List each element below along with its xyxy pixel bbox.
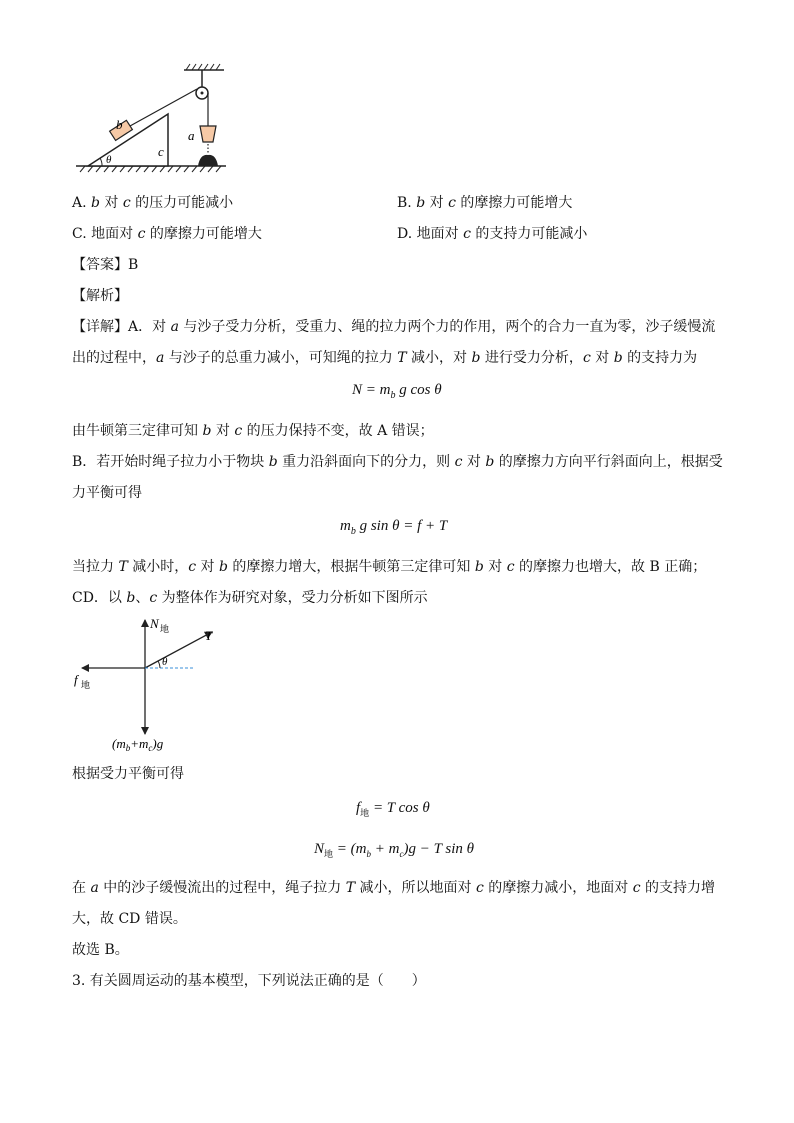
incline-pulley-figure: [72, 62, 232, 180]
equation-3: $f_地 = T$ cos θ: [356, 800, 430, 818]
force-diagram: [72, 614, 232, 756]
detail-line-8: 根据受力平衡可得: [72, 766, 184, 782]
detail-line-6: 当拉力 T 减小时，c 对 b 的摩擦力增大，根据牛顿第三定律可知 b 对 c 的摩擦力也增大，故 B 正确；: [72, 559, 707, 575]
detail-line-3: 由牛顿第三定律可知 b 对 c 的压力保持不变，故 A 错误；: [72, 423, 434, 439]
theta-label: θ: [162, 656, 168, 668]
label-c: c: [158, 144, 164, 159]
svg-text:(m_b+m_c)g: (m_b+m_c)g: [72, 614, 78, 615]
tension-arrow: [145, 632, 212, 668]
analysis-label: 【解析】: [72, 288, 128, 304]
option-b: B. b 对 c 的摩擦力可能增大: [397, 195, 573, 211]
answer-line: 【答案】B: [72, 257, 139, 273]
theta-label: θ: [106, 154, 112, 166]
t-label: T: [205, 628, 213, 643]
equation-1: $N = m_b$ g cos θ: [352, 382, 442, 401]
detail-line-2: 出的过程中，a 与沙子的总重力减小，可知绳的拉力 T 减小，对 b 进行受力分析，c 对 b 的支持力为: [72, 350, 698, 366]
f-label: f: [74, 672, 78, 687]
detail-line-5: 力平衡可得: [72, 485, 142, 501]
equation-4: $N_地 = (m_b + m_c)g - T$ sin θ: [314, 841, 475, 859]
option-d: D. 地面对 c 的支持力可能减小: [397, 226, 588, 242]
detail-line-4: B．若开始时绳子拉力小于物块 b 重力沿斜面向下的分力，则 c 对 b 的摩擦力方向平行斜面向上，根据受: [72, 454, 723, 470]
label-a: a: [188, 128, 195, 143]
conclusion-line: 故选 B。: [72, 942, 129, 958]
equation-2: $m_b$ g sin θ = f + T: [340, 518, 448, 537]
f-subscript: 地: [81, 680, 91, 690]
detail-line-10: 大，故 CD 错误。: [72, 911, 187, 927]
sand-pile: [198, 155, 218, 166]
detail-line-9: 在 a 中的沙子缓慢流出的过程中，绳子拉力 T 减小，所以地面对 c 的摩擦力减小，地面对 c 的支持力增: [72, 880, 716, 896]
bucket-a: [200, 126, 216, 142]
question-3: 3. 有关圆周运动的基本模型，下列说法正确的是（ ）: [72, 973, 426, 989]
detail-line-1: 【详解】A．对 a 与沙子受力分析，受重力、绳的拉力两个力的作用，两个的合力一直为零，沙子缓慢流: [72, 319, 716, 335]
n-subscript: 地: [160, 624, 170, 634]
option-a: A. b 对 c 的压力可能减小: [72, 195, 234, 211]
weight-label: $(m_b+m_c)g$: [112, 736, 164, 753]
label-b: b: [116, 117, 123, 132]
detail-line-7: CD．以 b、c 为整体作为研究对象，受力分析如下图所示: [72, 590, 428, 606]
n-label: N: [150, 616, 159, 631]
option-c: C. 地面对 c 的摩擦力可能增大: [72, 226, 262, 242]
